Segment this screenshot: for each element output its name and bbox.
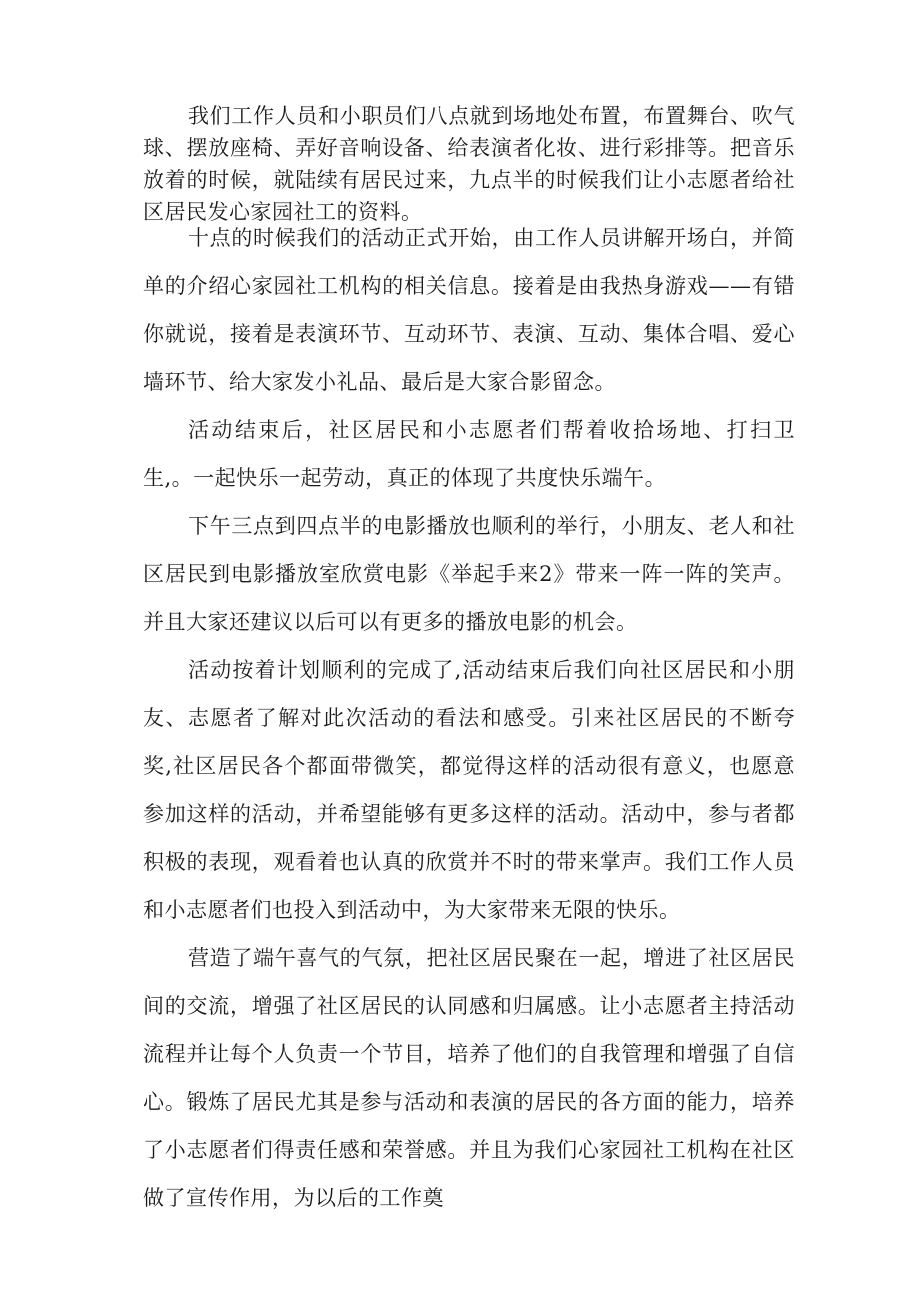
paragraph-feedback: 活动按着计划顺利的完成了,活动结束后我们向社区居民和小朋友、志愿者了解对此次活动的看法和感受。引来社区居民的不断夸奖,社区居民各个都面带微笑，都觉得这样的活动很有意义，也愿意参加这样的活动，并希望能够有更多这样的活动。活动中，参与者都积极的表现，观看着也认真的欣赏并不时的带来掌声。我们工作人员和小志愿者们也投入到活动中，为大家带来无限的快乐。 [143,658,795,922]
paragraph-opening: 十点的时候我们的活动正式开始，由工作人员讲解开场白，并简单的介绍心家园社工机构的相关信息。接着是由我热身游戏——有错你就说，接着是表演环节、互动环节、表演、互动、集体合唱、爱心墙环节、给大家发小礼品、最后是大家合影留念。 [143,226,795,394]
paragraph-movie: 下午三点到四点半的电影播放也顺利的举行，小朋友、老人和社区居民到电影播放室欣赏电影《举起手来2》带来一阵一阵的笑声。并且大家还建议以后可以有更多的播放电影的机会。 [143,514,795,634]
paragraph-cleanup: 活动结束后，社区居民和小志愿者们帮着收拾场地、打扫卫生,。一起快乐一起劳动，真正的体现了共度快乐端午。 [143,418,795,490]
paragraph-outcomes: 营造了端午喜气的气氛，把社区居民聚在一起，增进了社区居民间的交流，增强了社区居民的认同感和归属感。让小志愿者主持活动流程并让每个人负责一个节目，培养了他们的自我管理和增强了自信心。锻炼了居民尤其是参与活动和表演的居民的各方面的能力，培养了小志愿者们得责任感和荣誉感。并且为我们心家园社工机构在社区做了宣传作用，为以后的工作奠 [143,946,795,1210]
paragraph-setup: 我们工作人员和小职员们八点就到场地处布置，布置舞台、吹气球、摆放座椅、弄好音响设备、给表演者化妆、进行彩排等。把音乐放着的时候，就陆续有居民过来，九点半的时候我们让小志愿者给社区居民发心家园社工的资料。 [143,104,795,224]
